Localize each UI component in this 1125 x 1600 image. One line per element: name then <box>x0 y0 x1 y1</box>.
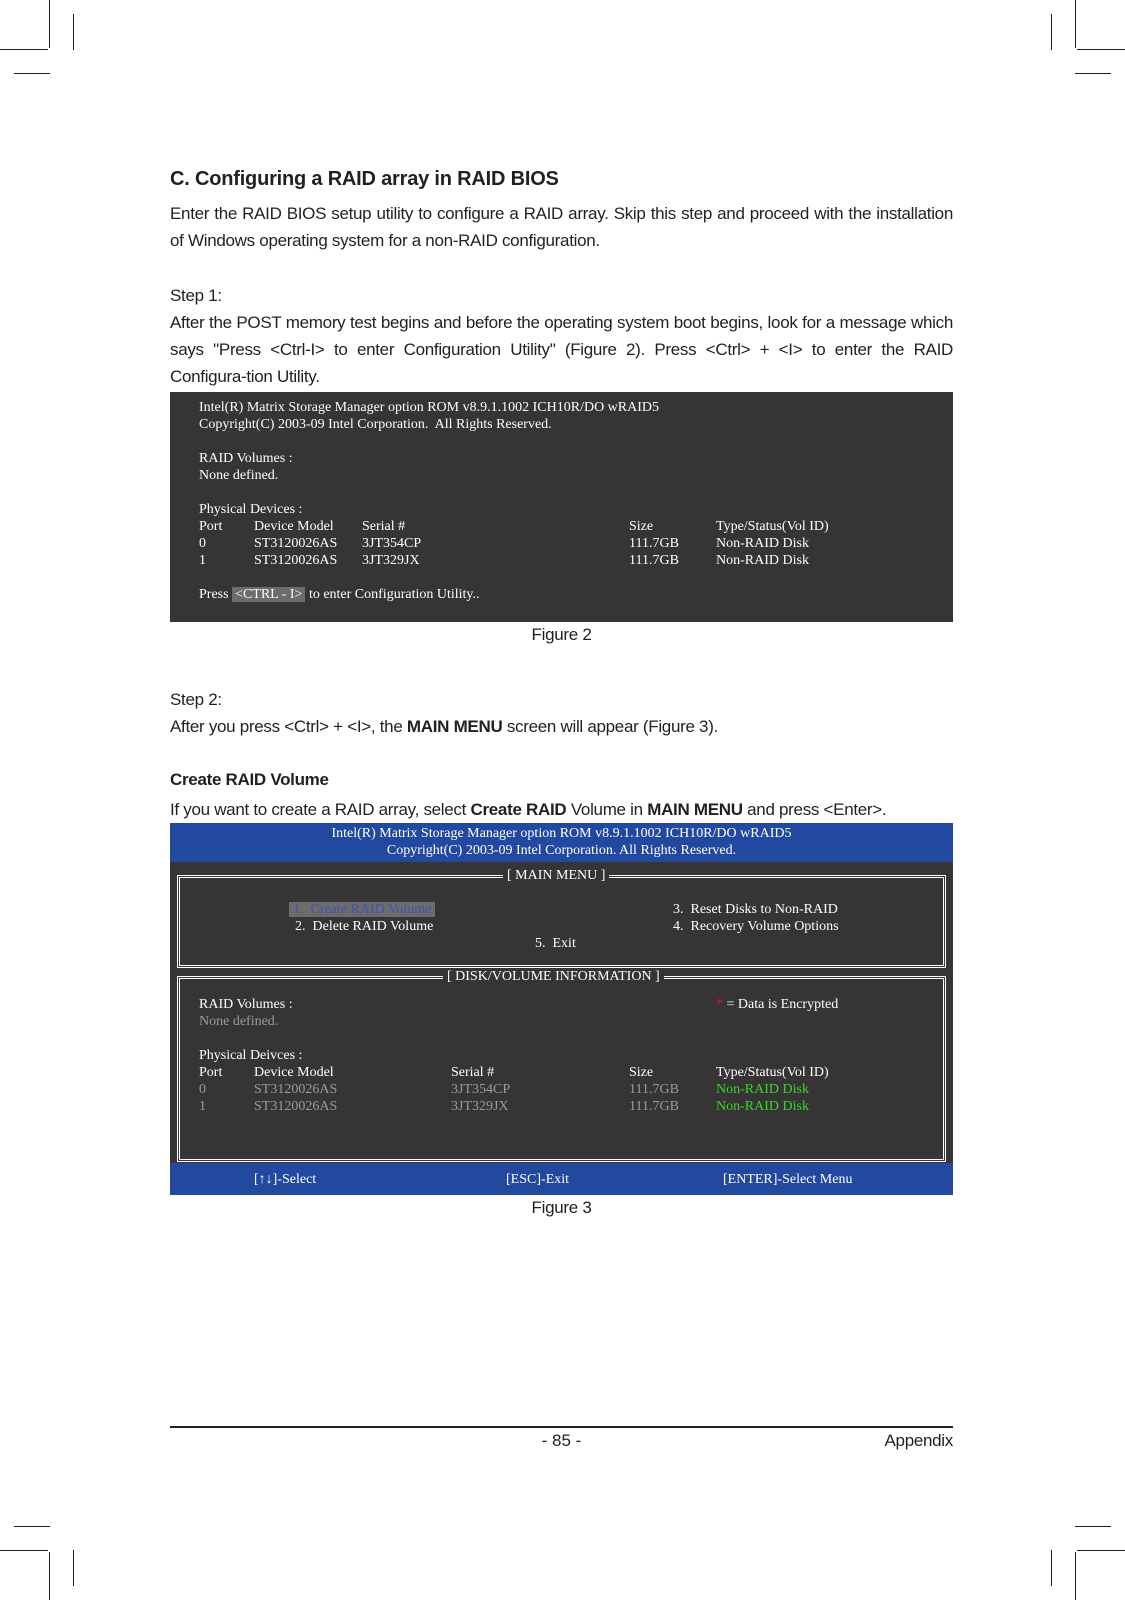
menu-item-label: 1. Create RAID Volume <box>289 902 435 917</box>
table-cell: ST3120026AS <box>254 1082 338 1097</box>
col-header-model: Device Model <box>254 519 334 534</box>
table-cell: ST3120026AS <box>254 536 338 551</box>
table-cell: Non-RAID Disk <box>716 553 809 568</box>
table-cell: ST3120026AS <box>254 553 338 568</box>
col-header-port: Port <box>199 1065 223 1080</box>
col-header-model: Device Model <box>254 1065 334 1080</box>
status-cell: Non-RAID Disk <box>716 1099 809 1114</box>
crop-mark <box>1075 1552 1076 1600</box>
table-cell: 0 <box>199 536 206 551</box>
figure2-caption: Figure 2 <box>531 625 592 644</box>
encrypted-text: = Data is Encrypted <box>726 997 839 1012</box>
step2-bold: MAIN MENU <box>406 717 503 736</box>
table-cell: 3JT354CP <box>451 1082 511 1097</box>
intro-paragraph: Enter the RAID BIOS setup utility to configure a RAID array. Skip this step and proceed with the installation of Windows operating system for a non-RAID configuration. <box>170 204 953 250</box>
encrypted-star: * <box>716 997 723 1012</box>
table-cell: 1 <box>199 1099 206 1114</box>
menu-create-raid-volume[interactable] <box>289 901 435 918</box>
menu-exit[interactable]: 5. Exit <box>535 936 576 951</box>
crop-mark <box>1075 73 1111 74</box>
figure2-screen <box>170 392 953 622</box>
table-cell: 3JT329JX <box>362 553 420 568</box>
page-number: - 85 - <box>541 1431 582 1450</box>
physical-devices-label: Physical Devices : <box>199 502 303 517</box>
crop-mark <box>1075 1526 1111 1527</box>
step1-paragraph: After the POST memory test begins and before the operating system boot begins, look for a message which says "Press <Ctrl-I> to enter Configuration Utility" (Figure 2). Press <Ctrl> + <I> to enter the RAID Configura-tion Utility. <box>170 313 953 386</box>
raid-volumes-label: RAID Volumes : <box>199 451 293 466</box>
menu-delete-raid-volume[interactable]: 2. Delete RAID Volume <box>295 919 434 934</box>
crop-mark <box>14 1526 50 1527</box>
enter-key-hint: [ENTER]-Select Menu <box>723 1172 853 1187</box>
col-header-serial: Serial # <box>451 1065 495 1080</box>
raid-volumes-label: RAID Volumes : <box>199 997 293 1012</box>
crop-mark <box>1077 49 1125 50</box>
create-text: If you want to create a RAID array, select <box>170 800 471 819</box>
section-title: C. Configuring a RAID array in RAID BIOS <box>170 168 559 190</box>
col-header-type: Type/Status(Vol ID) <box>716 519 829 534</box>
create-bold-2: MAIN MENU <box>647 800 743 819</box>
copyright: Copyright(C) 2003-09 Intel Corporation. All Rights Reserved. <box>199 417 552 432</box>
main-menu-title: [ MAIN MENU ] <box>503 867 609 884</box>
menu-recovery-volume-options[interactable]: 4. Recovery Volume Options <box>673 919 839 934</box>
rom-title: Intel(R) Matrix Storage Manager option ROM v8.9.1.1002 ICH10R/DO wRAID5 <box>331 826 792 841</box>
menu-reset-disks[interactable]: 3. Reset Disks to Non-RAID <box>673 902 838 917</box>
crop-mark <box>1051 1550 1052 1586</box>
table-cell: 111.7GB <box>629 536 679 551</box>
step2-label: Step 2: <box>170 690 222 709</box>
disk-info-title: [ DISK/VOLUME INFORMATION ] <box>443 968 664 985</box>
step1-label: Step 1: <box>170 286 222 305</box>
rom-header-bar <box>170 823 953 862</box>
col-header-port: Port <box>199 519 223 534</box>
col-header-size: Size <box>629 1065 654 1080</box>
status-cell: Non-RAID Disk <box>716 1082 809 1097</box>
table-cell: 111.7GB <box>629 1082 679 1097</box>
crop-mark <box>73 14 74 50</box>
create-raid-heading: Create RAID Volume <box>170 770 329 789</box>
step2-text-end: screen will appear (Figure 3). <box>502 717 718 736</box>
crop-mark <box>14 73 50 74</box>
table-cell: Non-RAID Disk <box>716 536 809 551</box>
raid-volumes-value: None defined. <box>199 1014 279 1029</box>
press-prompt <box>199 586 480 603</box>
table-cell: 0 <box>199 1082 206 1097</box>
raid-volumes-value: None defined. <box>199 468 279 483</box>
esc-key-hint: [ESC]-Exit <box>506 1172 569 1187</box>
select-key-hint: [↑↓]-Select <box>254 1172 317 1187</box>
table-cell: 1 <box>199 553 206 568</box>
ctrl-i-key: <CTRL - I> <box>232 587 305 602</box>
table-cell: 111.7GB <box>629 1099 679 1114</box>
crop-mark <box>0 1550 48 1551</box>
crop-mark <box>1051 14 1052 50</box>
crop-mark <box>49 0 50 48</box>
press-suffix: to enter Configuration Utility.. <box>308 587 480 602</box>
physical-devices-label: Physical Deivces : <box>199 1048 303 1063</box>
footer-rule <box>170 1426 953 1428</box>
crop-mark <box>1075 0 1076 48</box>
table-cell: 3JT354CP <box>362 536 422 551</box>
crop-mark <box>49 1552 50 1600</box>
crop-mark <box>0 49 48 50</box>
create-bold-1: Create RAID <box>470 800 567 819</box>
table-cell: 3JT329JX <box>451 1099 509 1114</box>
press-text: Press <box>199 587 229 602</box>
rom-title: Intel(R) Matrix Storage Manager option ROM v8.9.1.1002 ICH10R/DO wRAID5 <box>199 400 660 415</box>
figure3-caption: Figure 3 <box>531 1198 592 1217</box>
footer-section-label: Appendix <box>884 1431 953 1450</box>
table-cell: ST3120026AS <box>254 1099 338 1114</box>
key-help-bar <box>170 1163 953 1195</box>
crop-mark <box>73 1550 74 1586</box>
col-header-size: Size <box>629 519 654 534</box>
figure3-screen <box>170 823 953 1195</box>
create-raid-paragraph <box>170 796 886 823</box>
crop-mark <box>1077 1550 1125 1551</box>
step2-paragraph <box>170 713 718 740</box>
copyright: Copyright(C) 2003-09 Intel Corporation. All Rights Reserved. <box>386 843 737 858</box>
col-header-type: Type/Status(Vol ID) <box>716 1065 829 1080</box>
create-text-mid: Volume in <box>566 800 648 819</box>
col-header-serial: Serial # <box>362 519 406 534</box>
step2-text: After you press <Ctrl> + <I>, the <box>170 717 407 736</box>
table-cell: 111.7GB <box>629 553 679 568</box>
create-text-end: and press <Enter>. <box>742 800 887 819</box>
encrypted-legend <box>716 996 838 1013</box>
